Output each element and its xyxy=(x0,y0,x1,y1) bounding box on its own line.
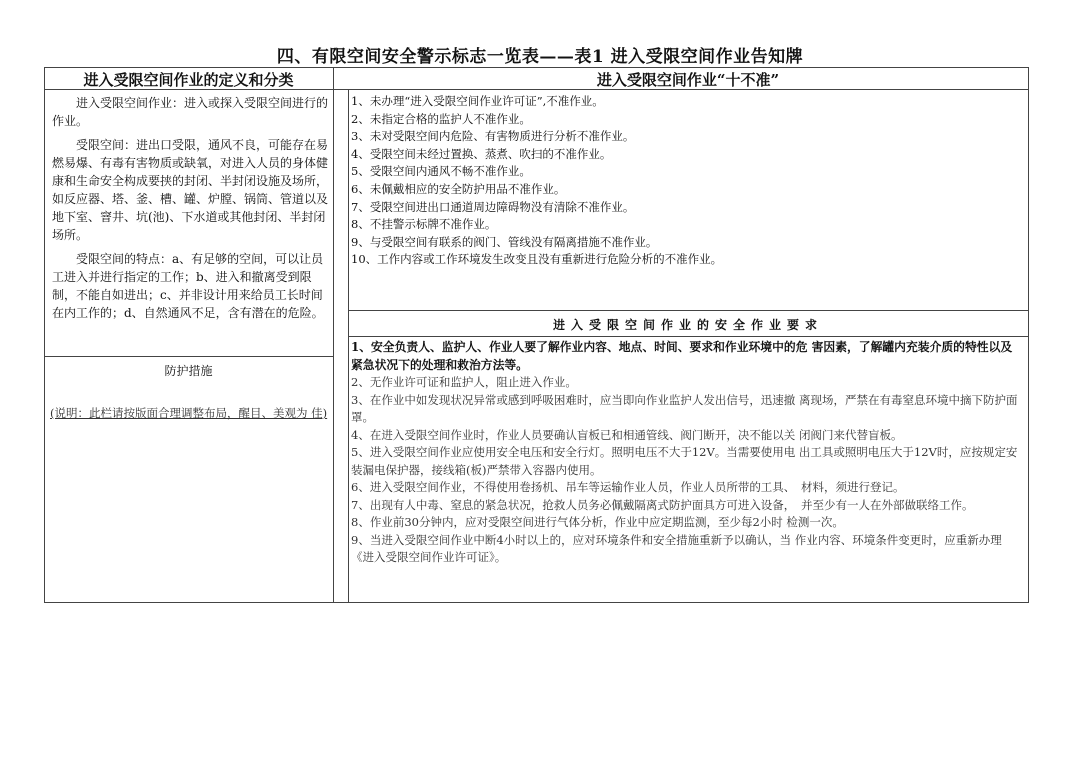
safety-header: 进入受限空间作业的安全作业要求 xyxy=(552,318,823,332)
protection-note-text: (说明：此栏请按版面合理调整布局，醒目、美观为 佳) xyxy=(50,406,328,420)
list-item: 2、未指定合格的监护人不准作业。 xyxy=(351,111,531,126)
list-item: 9、当进入受限空间作业中断4小时以上的，应对环境条件和安全措施重新予以确认，当 作业内容、环境条件变更时，应重新办理《进入受限空间作业许可证》。 xyxy=(351,532,1002,564)
page-title: 四、有限空间安全警示标志一览表——表1 进入受限空间作业告知牌 xyxy=(276,47,804,67)
protection-divider xyxy=(44,356,334,357)
safety-rules-list xyxy=(351,339,1023,567)
left-column-header: 进入受限空间作业的定义和分类 xyxy=(83,71,294,89)
definition-paragraph: 受限空间：进出口受限，通风不良，可能存在易 燃易爆、有毒有害物质或缺氧，对进入人员的身体健 康和生命安全构成要挟的封闭、半封闭设施及场所， 如反应器、塔、釜、槽、罐、炉膛、锅筒、管道以及 地下室、窨井、坑(池)、下水道或其他封闭、半封闭场所。 xyxy=(52,138,341,242)
right-column-header: 进入受限空间作业“十不准” xyxy=(596,71,780,89)
list-item: 2、无作业许可证和监护人，阻止进入作业。 xyxy=(351,375,577,389)
list-item: 4、受限空间未经过置换、蒸煮、吹扫的不准作业。 xyxy=(351,146,612,161)
list-item: 5、进入受限空间作业应使用安全电压和安全行灯。照明电压不大于12V。当需要使用电 出工具或照明电压大于12V时，应按规定安装漏电保护器，接线箱(板)严禁带入容器内使用。 xyxy=(351,445,1018,477)
protection-title: 防护措施 xyxy=(164,364,213,378)
protection-note xyxy=(50,405,328,422)
list-item: 7、受限空间进出口通道周边障碍物没有清除不准作业。 xyxy=(351,199,635,214)
definition-section xyxy=(52,94,341,322)
list-item: 1、安全负责人、监护人、作业人要了解作业内容、地点、时间、要求和作业环境中的危 害因素，了解罐内充装介质的特性以及紧急状况下的处理和救治方法等。 xyxy=(351,340,1013,372)
definition-paragraph: 进入受限空间作业：进入或探入受限空间进行的 作业。 xyxy=(52,96,329,128)
list-item: 9、与受限空间有联系的阀门、管线没有隔离措施不准作业。 xyxy=(351,234,658,249)
safety-header-top xyxy=(348,310,1028,311)
list-item: 6、未佩戴相应的安全防护用品不准作业。 xyxy=(351,181,566,196)
definition-paragraph: 受限空间的特点：a、有足够的空间，可以让员 工进入并进行指定的工作；b、进入和撤离受到限制，不能自如进出；c、并非设计用来给员工长时间 在内工作的；d、自然通风不足，含有潜在的危险。 xyxy=(52,252,324,320)
list-item: 4、在进入受限空间作业时，作业人员要确认盲板已和相通管线、阀门断开，决不能以关 闭阀门来代替盲板。 xyxy=(351,427,903,442)
column-divider-inner xyxy=(348,89,349,602)
list-item: 3、在作业中如发现状况异常或感到呼吸困难时，应当即向作业监护人发出信号，迅速撤 离现场，严禁在有毒窒息环境中摘下防护面罩。 xyxy=(351,392,1018,424)
list-item: 6、进入受限空间作业，不得使用卷扬机、吊车等运输作业人员，作业人员所带的工具、 材料，须进行登记。 xyxy=(351,480,905,494)
list-item: 1、未办理“进入受限空间作业许可证”,不准作业。 xyxy=(351,94,604,108)
list-item: 10、工作内容或工作环境发生改变且没有重新进行危险分析的不准作业。 xyxy=(351,252,723,267)
list-item: 8、不挂警示标牌不准作业。 xyxy=(351,217,497,232)
safety-header-bottom xyxy=(348,336,1028,337)
list-item: 8、作业前30分钟内，应对受限空间进行气体分析，作业中应定期监测，至少每2小时 检测一次。 xyxy=(351,515,844,529)
list-item: 7、出现有人中毒、窒息的紧急状况，抢救人员务必佩戴隔离式防护面具方可进入设备， 并至少有一人在外部做联络工作。 xyxy=(351,497,974,512)
ten-rules-list xyxy=(351,93,1025,269)
list-item: 5、受限空间内通风不畅不准作业。 xyxy=(351,164,531,179)
column-divider xyxy=(333,67,334,602)
list-item: 3、未对受限空间内危险、有害物质进行分析不准作业。 xyxy=(351,129,635,144)
